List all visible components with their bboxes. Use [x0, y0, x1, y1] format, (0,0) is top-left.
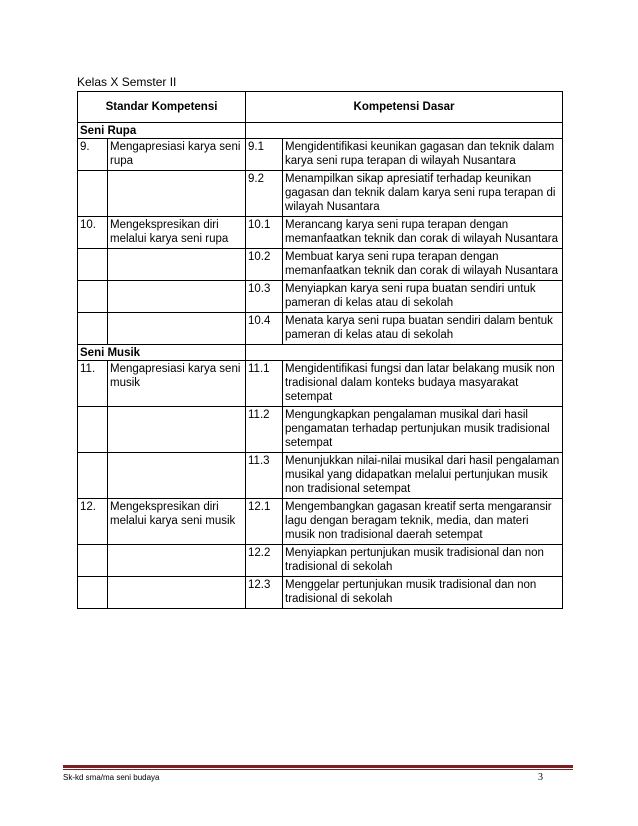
table-row	[78, 249, 563, 281]
kd-number: 11.3	[246, 453, 283, 499]
table-row	[78, 281, 563, 313]
kd-number: 9.1	[246, 139, 283, 171]
section-empty-cell	[246, 345, 563, 361]
sk-number	[78, 313, 108, 345]
table-row	[78, 545, 563, 577]
kd-number: 12.3	[246, 577, 283, 609]
sk-number	[78, 407, 108, 453]
kd-text: Menunjukkan nilai-nilai musikal dari hasil pengalaman musikal yang didapatkan melalui pertunjukan musik non tradisional setempat	[283, 453, 563, 499]
sk-text	[108, 171, 246, 217]
page-title: Kelas X Semster II	[77, 75, 177, 89]
sk-number: 10.	[78, 217, 108, 249]
table-row	[78, 139, 563, 171]
sk-text	[108, 545, 246, 577]
kd-text: Mengembangkan gagasan kreatif serta mengaransir lagu dengan beragam teknik, media, dan materi musik non tradisional daerah setempat	[283, 499, 563, 545]
kd-text: Menyiapkan karya seni rupa buatan sendiri untuk pameran di kelas atau di sekolah	[283, 281, 563, 313]
sk-text: Mengekspresikan diri melalui karya seni musik	[108, 499, 246, 545]
sk-number	[78, 453, 108, 499]
kd-number: 12.1	[246, 499, 283, 545]
sk-text: Mengekspresikan diri melalui karya seni rupa	[108, 217, 246, 249]
kd-text: Menampilkan sikap apresiatif terhadap keunikan gagasan dan teknik dalam karya seni rupa terapan di wilayah Nusantara	[283, 171, 563, 217]
page-number: 3	[538, 772, 543, 783]
sk-text	[108, 249, 246, 281]
table-row	[78, 577, 563, 609]
table-row	[78, 217, 563, 249]
section-label: Seni Musik	[78, 345, 246, 361]
kd-text: Mengidentifikasi fungsi dan latar belakang musik non tradisional dalam konteks budaya masyarakat setempat	[283, 361, 563, 407]
kd-text: Menata karya seni rupa buatan sendiri dalam bentuk pameran di kelas atau di sekolah	[283, 313, 563, 345]
kd-number: 11.2	[246, 407, 283, 453]
kd-text: Merancang karya seni rupa terapan dengan memanfaatkan teknik dan corak di wilayah Nusantara	[283, 217, 563, 249]
table-row	[78, 407, 563, 453]
sk-text	[108, 281, 246, 313]
kd-number: 10.1	[246, 217, 283, 249]
sk-text	[108, 577, 246, 609]
section-empty-cell	[246, 123, 563, 139]
section-row	[78, 345, 563, 361]
kd-text: Membuat karya seni rupa terapan dengan memanfaatkan teknik dan corak di wilayah Nusantara	[283, 249, 563, 281]
kd-number: 12.2	[246, 545, 283, 577]
sk-number	[78, 577, 108, 609]
kd-text: Menyiapkan pertunjukan musik tradisional dan non tradisional di sekolah	[283, 545, 563, 577]
competency-table	[77, 91, 563, 609]
table-row	[78, 499, 563, 545]
table-row	[78, 171, 563, 217]
kd-number: 10.3	[246, 281, 283, 313]
kd-text: Mengungkapkan pengalaman musikal dari hasil pengamatan terhadap pertunjukan musik tradisional setempat	[283, 407, 563, 453]
sk-number	[78, 281, 108, 313]
sk-number: 11.	[78, 361, 108, 407]
sk-number: 12.	[78, 499, 108, 545]
sk-text	[108, 313, 246, 345]
footer-rule-thick	[63, 765, 573, 768]
footer-text: Sk-kd sma/ma seni budaya	[63, 773, 160, 782]
sk-text	[108, 407, 246, 453]
section-row	[78, 123, 563, 139]
footer-rule-thin	[63, 769, 573, 770]
section-label: Seni Rupa	[78, 123, 246, 139]
sk-text: Mengapresiasi karya seni rupa	[108, 139, 246, 171]
sk-text: Mengapresiasi karya seni musik	[108, 361, 246, 407]
kd-text: Menggelar pertunjukan musik tradisional dan non tradisional di sekolah	[283, 577, 563, 609]
kd-number: 10.4	[246, 313, 283, 345]
header-kompetensi-dasar: Kompetensi Dasar	[246, 92, 563, 123]
table-header-row	[78, 92, 563, 123]
header-standar-kompetensi: Standar Kompetensi	[78, 92, 246, 123]
sk-number	[78, 171, 108, 217]
kd-number: 11.1	[246, 361, 283, 407]
kd-text: Mengidentifikasi keunikan gagasan dan teknik dalam karya seni rupa terapan di wilayah Nusantara	[283, 139, 563, 171]
kd-number: 10.2	[246, 249, 283, 281]
sk-text	[108, 453, 246, 499]
kd-number: 9.2	[246, 171, 283, 217]
sk-number	[78, 249, 108, 281]
sk-number: 9.	[78, 139, 108, 171]
table-row	[78, 453, 563, 499]
table-row	[78, 361, 563, 407]
table-row	[78, 313, 563, 345]
sk-number	[78, 545, 108, 577]
